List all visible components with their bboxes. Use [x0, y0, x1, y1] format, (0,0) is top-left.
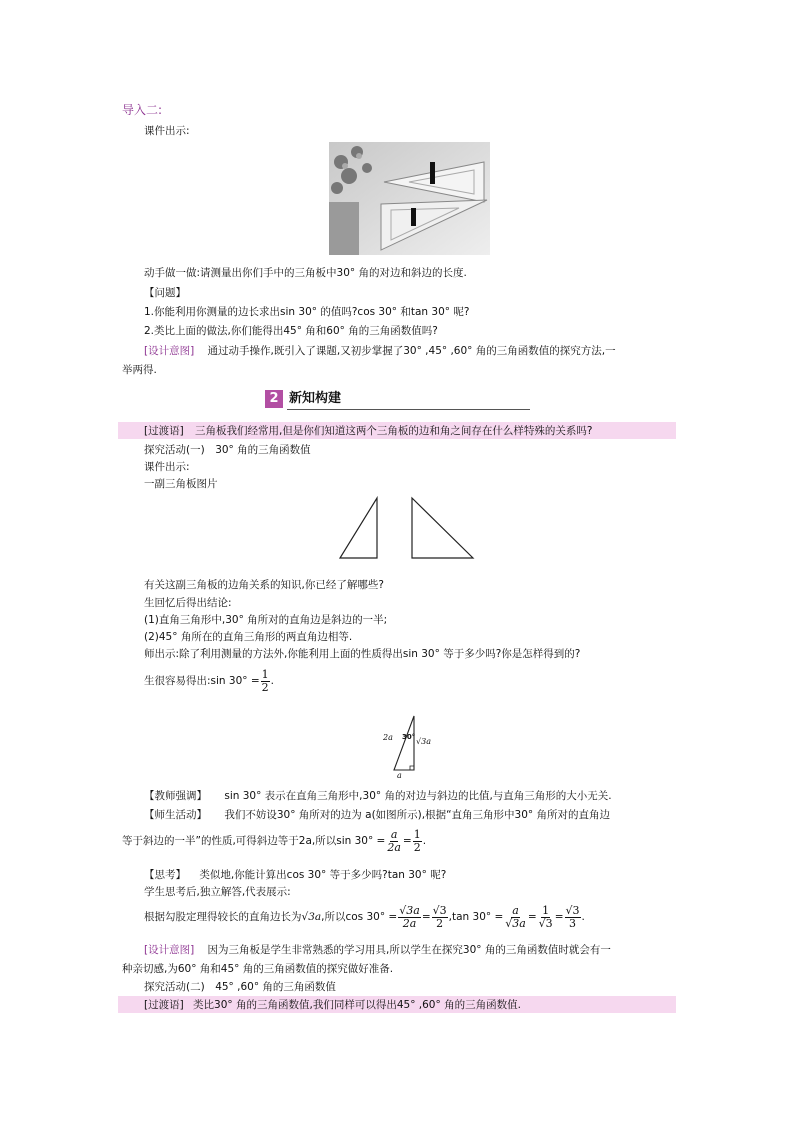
angle-label: 30°	[402, 733, 416, 741]
design-text-1: 通过动手操作,既引入了课题,又初步掌握了30° ,45° ,60° 角的三角函数值的探究方法,一	[207, 345, 616, 357]
design2-text-1: 因为三角板是学生非常熟悉的学习用具,所以学生在探究30° 角的三角函数值时就会有一	[207, 944, 611, 956]
question-tag: 【问题】	[144, 287, 186, 299]
half-fraction	[261, 669, 270, 694]
student-answer-prefix: 生很容易得出:sin 30° =	[144, 675, 260, 687]
half-numerator: 1	[261, 667, 269, 681]
tan-res-den: 3	[569, 916, 576, 930]
set-square-outlines	[335, 494, 480, 564]
explore-1-question: 有关这副三角板的边角关系的知识,你已经了解哪些?	[144, 579, 384, 591]
transition-2-text: 类比30° 角的三角函数值,我们同样可以得出45° ,60° 角的三角函数值.	[193, 999, 521, 1011]
equals: =	[402, 835, 412, 847]
cos-res-num: √3	[432, 903, 447, 917]
tan-res-num: √3	[565, 903, 580, 917]
think-tag: 【思考】	[144, 869, 186, 881]
set-square-photo	[329, 142, 490, 255]
cos-den: 2a	[402, 916, 417, 930]
joint-activity-2	[122, 826, 426, 856]
question-2: 2.类比上面的做法,你们能得出45° 角和60° 角的三角函数值吗?	[144, 325, 438, 337]
pythagoras-prefix: 根据勾股定理得较长的直角边长为	[144, 911, 302, 923]
think-after: 学生思考后,独立解答,代表展示:	[144, 886, 291, 898]
tan-mid-den: √3	[538, 916, 553, 930]
conclusion-2: (2)45° 角所在的直角三角形的两直角边相等.	[144, 631, 353, 643]
tan-den: √3a	[505, 916, 526, 930]
cos-res-den: 2	[436, 916, 444, 930]
recall-text: 生回忆后得出结论:	[144, 597, 232, 609]
think-text: 类似地,你能计算出cos 30° 等于多少吗?tan 30° 呢?	[199, 869, 447, 881]
a-over-2a	[386, 829, 402, 854]
tan-result	[565, 905, 581, 930]
section-number: 2	[265, 390, 283, 408]
hands-on-text: 动手做一做:请测量出你们手中的三角板中30° 角的对边和斜边的长度.	[144, 267, 467, 279]
design-text-2: 举两得.	[122, 364, 157, 376]
tan-label: ,tan 30° =	[448, 911, 504, 923]
tan-num: a	[512, 903, 519, 917]
pythagoras-line	[144, 898, 585, 936]
sqrt3: √3	[301, 911, 315, 923]
joint-activity-1	[144, 808, 610, 822]
emphasis-text: sin 30° 表示在直角三角形中,30° 角的对边与斜边的比值,与直角三角形的大小无关.	[224, 790, 612, 802]
long-leg-label: √3a	[416, 737, 431, 746]
design-tag: [设计意图]	[144, 345, 195, 357]
period: .	[270, 675, 275, 687]
set-label: 一副三角板图片	[144, 478, 218, 490]
transition-1-tag: [过渡语]	[144, 425, 184, 437]
hyp-label: 2a	[383, 733, 393, 742]
cos-label: ,所以cos 30° =	[321, 911, 398, 923]
explore-1-courseware: 课件出示:	[144, 461, 190, 473]
question-1: 1.你能利用你测量的边长求出sin 30° 的值吗?cos 30° 和tan 30° 呢?	[144, 306, 470, 318]
intro2-courseware: 课件出示:	[144, 125, 190, 137]
frac-den: 2a	[387, 840, 401, 854]
equals: =	[421, 911, 431, 923]
think-line	[144, 868, 446, 882]
explore-2-title: 探究活动(二) 45° ,60° 角的三角函数值	[144, 981, 336, 993]
section-header	[265, 389, 341, 409]
short-leg-label: a	[397, 771, 402, 780]
equals: =	[527, 911, 537, 923]
teacher-prompt: 师出示:除了利用测量的方法外,你能利用上面的性质得出sin 30° 等于多少吗?你是怎样得到的?	[144, 648, 581, 660]
triangle-30-60	[340, 498, 377, 558]
design-intent-1	[144, 344, 616, 358]
section-title: 新知构建	[289, 391, 342, 406]
right-triangle-diagram	[380, 712, 440, 782]
tan-mid	[538, 905, 554, 930]
period: .	[422, 835, 427, 847]
joint-text-2: 等于斜边的一半”的性质,可得斜边等于2a,所以sin 30° =	[122, 835, 386, 847]
triangle-45	[412, 498, 473, 558]
half-den: 2	[413, 840, 421, 854]
intro2-heading: 导入二:	[122, 103, 163, 117]
half-denominator: 2	[261, 680, 269, 694]
section-underline	[287, 409, 530, 410]
tan-mid-num: 1	[542, 903, 550, 917]
joint-text-1: 我们不妨设30° 角所对的边为 a(如图所示),根据“直角三角形中30° 角所对的直角边	[224, 809, 610, 821]
frac-num: a	[390, 827, 398, 841]
transition-1	[144, 424, 592, 438]
tan-fraction	[504, 905, 527, 930]
conclusion-1: (1)直角三角形中,30° 角所对的直角边是斜边的一半;	[144, 614, 388, 626]
joint-tag: 【师生活动】	[144, 809, 207, 821]
emphasis-tag: 【教师强调】	[144, 790, 207, 802]
design2-text-2: 种亲切感,为60° 角和45° 角的三角函数值的探究做好准备.	[122, 963, 394, 975]
student-answer	[144, 668, 274, 694]
transition-2-tag: [过渡语]	[144, 999, 184, 1011]
teacher-emphasis	[144, 789, 612, 803]
cos-num: √3a	[399, 903, 420, 917]
design-intent-2	[144, 943, 611, 957]
cos-fraction	[398, 905, 421, 930]
explore-1-title: 探究活动(一) 30° 角的三角函数值	[144, 444, 311, 456]
a-var: a	[314, 911, 322, 923]
transition-2	[144, 998, 521, 1012]
transition-1-text: 三角板我们经常用,但是你们知道这两个三角板的边和角之间存在什么样特殊的关系吗?	[195, 425, 593, 437]
one-half	[413, 829, 422, 854]
half-num: 1	[413, 827, 421, 841]
cos-result	[432, 905, 448, 930]
equals: =	[554, 911, 564, 923]
period: .	[581, 911, 585, 923]
design2-tag: [设计意图]	[144, 944, 195, 956]
